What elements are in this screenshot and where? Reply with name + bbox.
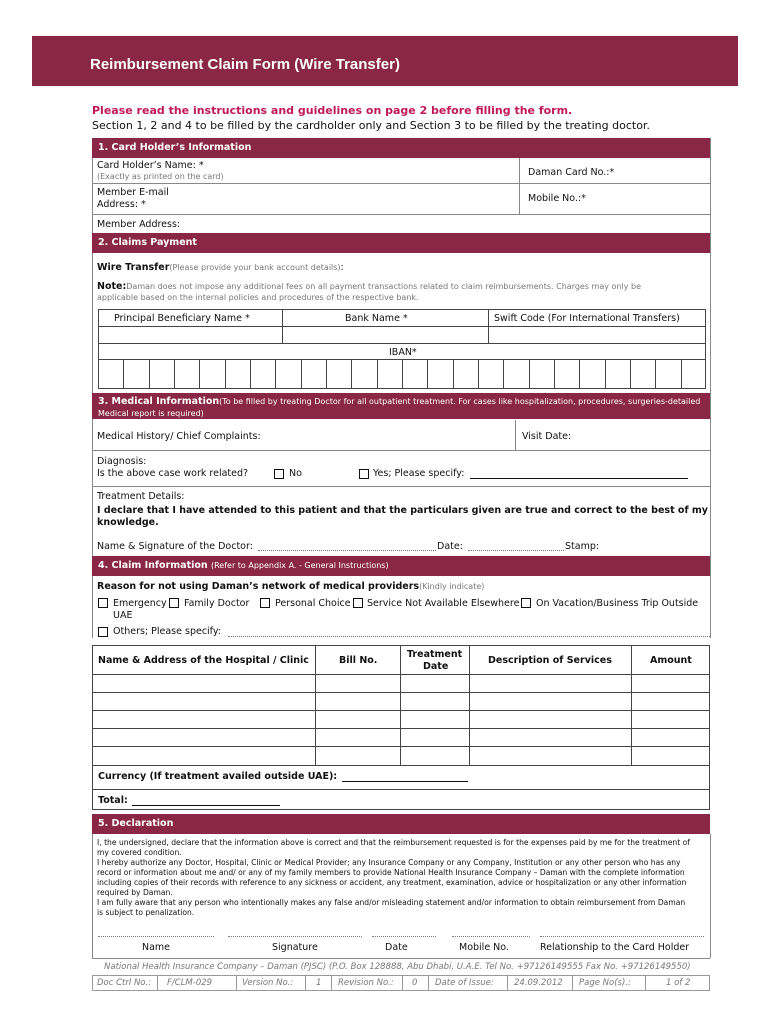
reason-label: Reason for not using Daman’s network of medical providers(Kindly indicate) — [97, 581, 485, 592]
yes-specify-input[interactable] — [470, 478, 688, 479]
swift-code-input[interactable] — [489, 327, 705, 342]
claims-row-7 — [92, 789, 710, 790]
claims-col-4 — [631, 645, 632, 765]
iban-cell-divider — [377, 359, 378, 389]
sig-date-input[interactable] — [372, 936, 436, 937]
iban-cell-divider — [478, 359, 479, 389]
iban-cell-divider — [630, 359, 631, 389]
iban-label: IBAN* — [389, 347, 417, 358]
card-no-label: Daman Card No.:* — [528, 167, 615, 178]
frame-right — [710, 138, 711, 638]
iban-cell-divider — [351, 359, 352, 389]
iban-cell-divider — [655, 359, 656, 389]
declaration-text: I, the undersigned, declare that the information above is correct and that the reimbursement requested is for the expenses paid by me for the treatment of my covered condition. I hereby authorize any Doctor, Hospital, Clinic or Medical Provider; any Insurance Company or any Company, Institution or any other person who has any record or information about me and/ or any of my family members to provide National Health Insurance Company – Daman with the complete information including copies of their records with reference to any sickness or accident, any treatment, examination, advice or hospitalization or any other information required by Daman. I am fully aware that any person who intentionally makes any false and/or misleading statement and/or information to obtain reimbursement from Daman is subject to penalization. — [97, 838, 690, 917]
footer-div-5 — [402, 975, 403, 991]
claims-row-6 — [92, 765, 710, 766]
yes-specify-label: Yes; Please specify: — [373, 468, 465, 479]
col-treatment-date: Date — [423, 661, 449, 672]
claims-row-1 — [92, 674, 710, 675]
bank-row-2 — [98, 343, 706, 344]
section-3-header: 3. Medical Information(To be filled by treating Doctor for all outpatient treatment. For cases like hospitalization, procedures, surgeries-detailed Medical report is required) — [92, 393, 710, 419]
visit-date-label: Visit Date: — [522, 431, 572, 442]
footer-div-9 — [645, 975, 646, 991]
section-2-header: 2. Claims Payment — [92, 233, 710, 253]
iban-cell-divider — [199, 359, 200, 389]
vacation-label-2: UAE — [113, 610, 133, 621]
no-label: No — [289, 468, 302, 479]
wire-transfer-label: Wire Transfer(Please provide your bank account details): — [97, 262, 344, 273]
claims-row-2 — [92, 692, 710, 693]
work-related-question: Is the above case work related? — [97, 468, 249, 479]
col-bank: Bank Name * — [345, 313, 408, 324]
claims-row-5 — [92, 746, 710, 747]
iban-cell-divider — [427, 359, 428, 389]
total-label: Total: — [98, 795, 128, 806]
s5-frame-right — [710, 834, 711, 958]
iban-cell-divider — [529, 359, 530, 389]
iban-cell-divider — [174, 359, 175, 389]
footer-div-4 — [331, 975, 332, 991]
doctor-date-label: Date: — [437, 541, 463, 552]
revision-label: Revision No.: — [338, 978, 394, 988]
others-label: Others; Please specify: — [113, 626, 221, 637]
doc-ctrl-label: Doc Ctrl No.: — [97, 978, 152, 988]
instructions-notice: Please read the instructions and guidelines on page 2 before filling the form. — [92, 104, 573, 117]
sig-signature-label: Signature — [272, 942, 318, 953]
bank-name-input[interactable] — [283, 327, 487, 342]
iban-cell-divider — [250, 359, 251, 389]
family-doctor-checkbox[interactable] — [169, 598, 179, 608]
doctor-signature-label: Name & Signature of the Doctor: — [97, 541, 253, 552]
doctor-date-input[interactable] — [468, 550, 564, 551]
section-5-header: 5. Declaration — [92, 814, 710, 834]
sig-date-label: Date — [385, 942, 408, 953]
footer-div-2 — [236, 975, 237, 991]
version-value: 1 — [316, 978, 322, 988]
claims-row-4 — [92, 728, 710, 729]
personal-choice-label: Personal Choice — [275, 598, 351, 609]
email-label-2: Address: * — [97, 199, 146, 210]
logo-arabic: ضمان — [688, 40, 735, 62]
claims-col-1 — [315, 645, 316, 765]
page-label: Page No(s).: — [579, 978, 631, 988]
col-amount: Amount — [650, 655, 692, 666]
doc-ctrl-value: F/CLM-029 — [167, 978, 213, 988]
iban-cell-divider — [503, 359, 504, 389]
sig-mobile-input[interactable] — [452, 936, 530, 937]
col-hospital: Name & Address of the Hospital / Clinic — [98, 655, 309, 666]
yes-checkbox[interactable] — [359, 469, 369, 479]
form-title: Reimbursement Claim Form (Wire Transfer) — [90, 56, 400, 73]
logo-english: Daman — [688, 65, 727, 79]
doctor-declaration-2: knowledge. — [97, 517, 159, 528]
currency-input[interactable] — [342, 781, 468, 782]
others-checkbox[interactable] — [98, 627, 108, 637]
footer-div-8 — [572, 975, 573, 991]
stamp-label: Stamp: — [565, 541, 600, 552]
no-checkbox[interactable] — [274, 469, 284, 479]
emergency-checkbox[interactable] — [98, 598, 108, 608]
footer-company: National Health Insurance Company – Daman (PJSC) (P.O. Box 128888, Abu Dhabi, U.A.E. Tel No. +97126149555 Fax No. +97126149550) — [104, 962, 691, 972]
iban-cell-divider — [554, 359, 555, 389]
medical-history-label: Medical History/ Chief Complaints: — [97, 431, 261, 442]
s1-line-2 — [92, 214, 710, 215]
iban-cell-divider — [225, 359, 226, 389]
iban-cell-divider — [275, 359, 276, 389]
vacation-label: On Vacation/Business Trip Outside — [536, 598, 699, 609]
col-description: Description of Services — [488, 655, 612, 666]
currency-label: Currency (If treatment availed outside UAE): — [98, 771, 338, 782]
col-bill: Bill No. — [339, 655, 378, 666]
doctor-declaration-1: I declare that I have attended to this patient and that the particulars given are true and correct to the best of my — [97, 505, 708, 516]
sig-name-label: Name — [142, 942, 171, 953]
footer-div-6 — [428, 975, 429, 991]
revision-value: 0 — [412, 978, 418, 988]
service-not-available-label: Service Not Available Elsewhere — [367, 598, 520, 609]
sig-mobile-label: Mobile No. — [459, 942, 509, 953]
iban-cell-divider — [402, 359, 403, 389]
cardholder-name-label: Card Holder’s Name: * — [97, 160, 204, 171]
version-label: Version No.: — [242, 978, 294, 988]
s5-frame-bottom — [92, 958, 710, 959]
sections-note: Section 1, 2 and 4 to be filled by the cardholder only and Section 3 to be filled by the treating doctor. — [92, 119, 650, 132]
section-1-header: 1. Card Holder’s Information — [92, 138, 710, 158]
iban-cell-divider — [605, 359, 606, 389]
iban-cell-divider — [149, 359, 150, 389]
page-value: 1 of 2 — [666, 978, 691, 988]
member-address-label: Member Address: — [97, 219, 181, 230]
others-specify-input[interactable] — [228, 636, 710, 637]
s3-line-2 — [92, 486, 710, 487]
s1-line-1 — [92, 183, 710, 184]
iban-cell-divider — [301, 359, 302, 389]
cardholder-name-hint: (Exactly as printed on the card) — [97, 172, 224, 181]
col-beneficiary: Principal Beneficiary Name * — [114, 313, 250, 324]
service-not-available-checkbox[interactable] — [353, 598, 363, 608]
sig-name-input[interactable] — [98, 936, 214, 937]
diagnosis-label: Diagnosis: — [97, 456, 147, 467]
sig-relationship-input[interactable] — [540, 936, 704, 937]
treatment-details-label: Treatment Details: — [97, 491, 185, 502]
sig-signature-input[interactable] — [228, 936, 362, 937]
claims-col-3 — [469, 645, 470, 765]
note-line-1: Note:Daman does not impose any additional fees on all payment transactions related to claim reimbursements. Charges may only be — [97, 281, 641, 292]
claims-row-3 — [92, 710, 710, 711]
beneficiary-name-input[interactable] — [99, 327, 281, 342]
note-line-2: applicable based on the internal policies and procedures of the respective bank. — [97, 293, 419, 302]
col-treatment: Treatment — [407, 649, 463, 660]
total-input[interactable] — [132, 805, 280, 806]
s3-divider — [515, 420, 516, 450]
footer-div-1 — [157, 975, 158, 991]
issue-label: Date of Issue: — [435, 978, 494, 988]
footer-div-7 — [507, 975, 508, 991]
email-label: Member E-mail — [97, 187, 169, 198]
iban-cell-divider — [579, 359, 580, 389]
s3-line-1 — [92, 450, 710, 451]
emergency-label: Emergency — [113, 598, 167, 609]
iban-input-cells[interactable] — [98, 359, 706, 389]
mobile-label: Mobile No.:* — [528, 193, 586, 204]
iban-cell-divider — [326, 359, 327, 389]
section-4-header: 4. Claim Information (Refer to Appendix A. - General Instructions) — [92, 556, 710, 576]
iban-cell-divider — [123, 359, 124, 389]
iban-cell-divider — [453, 359, 454, 389]
doctor-signature-input[interactable] — [258, 550, 436, 551]
issue-value: 24.09.2012 — [514, 978, 563, 988]
family-doctor-label: Family Doctor — [184, 598, 250, 609]
sig-relationship-label: Relationship to the Card Holder — [540, 942, 690, 953]
s1-divider — [519, 158, 520, 214]
footer-div-3 — [305, 975, 306, 991]
iban-cell-divider — [681, 359, 682, 389]
col-swift: Swift Code (For International Transfers) — [494, 313, 680, 324]
s5-frame-left — [92, 834, 93, 958]
claims-col-2 — [400, 645, 401, 765]
vacation-checkbox[interactable] — [521, 598, 531, 608]
personal-choice-checkbox[interactable] — [260, 598, 270, 608]
